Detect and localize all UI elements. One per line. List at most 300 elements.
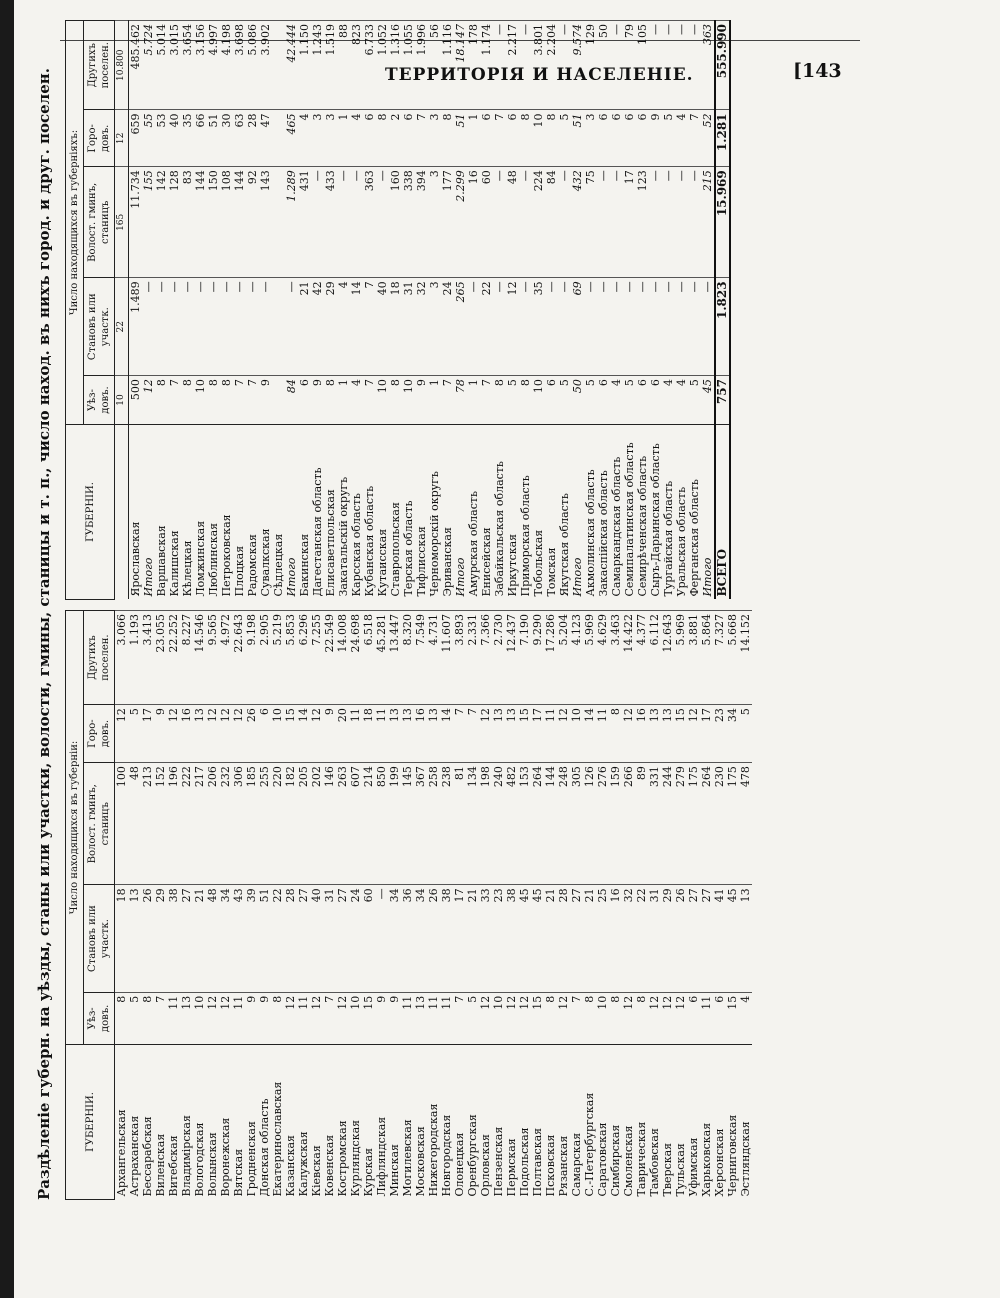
value-cell: 22.643	[232, 611, 245, 705]
value-cell: —	[558, 21, 571, 110]
value-cell: 146	[323, 763, 336, 885]
value-cell: 465	[285, 110, 298, 167]
value-cell: 47	[259, 110, 272, 167]
province-name-cell: Ферганская область	[688, 425, 701, 600]
table-row	[544, 611, 557, 1200]
value-cell: 51	[207, 110, 220, 167]
value-cell: 40	[376, 278, 389, 376]
value-cell: —	[376, 167, 389, 278]
value-cell: —	[688, 278, 701, 376]
value-cell: 6	[545, 376, 558, 425]
province-name-cell: Ставропольская	[389, 425, 402, 600]
value-cell: 12	[505, 992, 518, 1044]
province-name-cell: Тифлисская	[415, 425, 428, 600]
value-cell: 45	[518, 885, 531, 992]
value-cell	[272, 376, 285, 425]
right-table	[65, 20, 731, 600]
value-cell: 12.643	[661, 611, 674, 705]
table-row	[206, 611, 219, 1200]
table-row	[336, 611, 349, 1200]
value-cell: 160	[389, 167, 402, 278]
table-row	[375, 611, 388, 1200]
col-group-header: Число находящихся въ губерніяхъ:	[66, 21, 84, 425]
value-cell: 3.015	[168, 21, 181, 110]
value-cell: 27	[297, 885, 310, 992]
value-cell: 12	[506, 278, 519, 376]
value-cell: 7	[453, 992, 466, 1044]
value-cell: 12	[206, 705, 219, 763]
table-row	[207, 21, 220, 600]
value-cell: —	[610, 21, 623, 110]
province-name-cell: Харьковская	[700, 1045, 713, 1200]
value-cell: 6	[298, 376, 311, 425]
value-cell: 108	[220, 167, 233, 278]
table-row	[350, 21, 363, 600]
value-cell: 152	[154, 763, 167, 885]
value-cell: 38	[505, 885, 518, 992]
value-cell: 16	[414, 705, 427, 763]
table-row	[389, 21, 402, 600]
col-header-drugikh: Другихъ поселен.	[84, 21, 115, 110]
province-name-cell: Черниговская	[726, 1045, 739, 1200]
province-name-cell: Итого	[285, 425, 298, 600]
value-cell: 10.800	[115, 21, 129, 110]
value-cell: 78	[454, 376, 467, 425]
value-cell: 7	[154, 992, 167, 1044]
col-header-uezdov: Уѣз-довъ.	[84, 376, 115, 425]
province-name-cell: Оренбургская	[466, 1045, 479, 1200]
province-name-cell: Якутская область	[558, 425, 571, 600]
table-row	[297, 611, 310, 1200]
value-cell: 8	[441, 110, 454, 167]
value-cell: 433	[324, 167, 337, 278]
col-header-uezdov: Уѣз-довъ.	[84, 992, 115, 1044]
value-cell: 50	[597, 21, 610, 110]
table-row	[557, 611, 570, 1200]
province-name-cell: Гродненская	[245, 1045, 258, 1200]
province-name-cell	[115, 425, 129, 600]
value-cell: 757	[715, 376, 730, 425]
province-name-cell: Вятская	[232, 1045, 245, 1200]
value-cell: 1.289	[285, 167, 298, 278]
province-name-cell: Кутаисская	[376, 425, 389, 600]
value-cell: 1.193	[128, 611, 141, 705]
value-cell: 5	[128, 705, 141, 763]
left-table-body	[115, 611, 753, 1200]
value-cell: 42.444	[285, 21, 298, 110]
value-cell: 175	[726, 763, 739, 885]
province-name-cell: Симбирская	[609, 1045, 622, 1200]
table-row	[713, 611, 726, 1200]
value-cell: 6.296	[297, 611, 310, 705]
value-cell: —	[207, 278, 220, 376]
value-cell: 5.969	[674, 611, 687, 705]
table-row	[246, 21, 259, 600]
value-cell: 3	[584, 110, 597, 167]
value-cell: —	[597, 167, 610, 278]
value-cell: 11	[375, 705, 388, 763]
table-row	[518, 611, 531, 1200]
value-cell: 432	[571, 167, 584, 278]
value-cell: 20	[336, 705, 349, 763]
total-row	[571, 21, 584, 600]
value-cell: 6	[363, 110, 376, 167]
value-cell: 66	[194, 110, 207, 167]
value-cell: 7.366	[479, 611, 492, 705]
col-header-gubernii: ГУБЕРНІИ.	[66, 425, 115, 600]
table-row	[337, 21, 350, 600]
province-name-cell: Дагестанская область	[311, 425, 324, 600]
value-cell: 2.299	[454, 167, 467, 278]
value-cell: 81	[453, 763, 466, 885]
value-cell: 10	[115, 376, 129, 425]
value-cell: 555.990	[715, 21, 730, 110]
value-cell: 13	[388, 705, 401, 763]
value-cell: 224	[532, 167, 545, 278]
table-row	[180, 611, 193, 1200]
value-cell: 10	[194, 376, 207, 425]
value-cell: 4.629	[596, 611, 609, 705]
value-cell: 129	[584, 21, 597, 110]
table-row	[220, 21, 233, 600]
value-cell: 9	[259, 376, 272, 425]
value-cell: 6	[506, 110, 519, 167]
col-header-gorodov: Горо-довъ.	[84, 110, 115, 167]
table-row	[467, 21, 480, 600]
province-name-cell: Смоленская	[622, 1045, 635, 1200]
province-name-cell: Варшавская	[155, 425, 168, 600]
value-cell: —	[662, 167, 675, 278]
value-cell: 10	[193, 992, 206, 1044]
value-cell: 206	[206, 763, 219, 885]
value-cell: 4.198	[220, 21, 233, 110]
value-cell: 7.549	[414, 611, 427, 705]
value-cell: 21	[544, 885, 557, 992]
province-name-cell: Карсская область	[350, 425, 363, 600]
table-row	[532, 21, 545, 600]
table-row	[466, 611, 479, 1200]
value-cell: 144	[194, 167, 207, 278]
col-group-header: Число находящихся въ губерніи:	[66, 611, 84, 1045]
value-cell: 11	[427, 992, 440, 1044]
value-cell: 7	[480, 376, 493, 425]
value-cell: 40	[310, 885, 323, 992]
table-row	[129, 21, 143, 600]
value-cell: 7	[363, 376, 376, 425]
province-name-cell: Амурская область	[467, 425, 480, 600]
value-cell: —	[623, 278, 636, 376]
value-cell: 14	[350, 278, 363, 376]
value-cell: 7	[466, 705, 479, 763]
value-cell: 13	[661, 705, 674, 763]
value-cell: 18	[362, 705, 375, 763]
value-cell: 17	[141, 705, 154, 763]
value-cell: 4.997	[207, 21, 220, 110]
value-cell: 21	[583, 885, 596, 992]
value-cell: 214	[362, 763, 375, 885]
province-name-cell: Уфимская	[687, 1045, 700, 1200]
value-cell: 13	[180, 992, 193, 1044]
value-cell: 9	[154, 705, 167, 763]
value-cell: 134	[466, 763, 479, 885]
value-cell: 198	[479, 763, 492, 885]
value-cell: 338	[402, 167, 415, 278]
table-row	[155, 21, 168, 600]
value-cell: 11	[700, 992, 713, 1044]
province-name-cell: Московская	[414, 1045, 427, 1200]
value-cell	[272, 278, 285, 376]
total-row	[701, 21, 715, 600]
value-cell: 5	[584, 376, 597, 425]
value-cell: 12	[518, 992, 531, 1044]
value-cell: 31	[323, 885, 336, 992]
value-cell: 5.969	[583, 611, 596, 705]
value-cell: 238	[440, 763, 453, 885]
province-name-cell: Тульская	[674, 1045, 687, 1200]
value-cell: 3.066	[115, 611, 129, 705]
value-cell: 8	[207, 376, 220, 425]
table-row	[349, 611, 362, 1200]
value-cell: 12	[648, 992, 661, 1044]
value-cell: 5.014	[155, 21, 168, 110]
value-cell: 13	[505, 705, 518, 763]
value-cell: —	[350, 167, 363, 278]
value-cell: 143	[259, 167, 272, 278]
value-cell: 45.281	[375, 611, 388, 705]
value-cell: 15.969	[715, 167, 730, 278]
value-cell: 12	[310, 992, 323, 1044]
value-cell: 83	[181, 167, 194, 278]
value-cell: —	[675, 278, 688, 376]
value-cell: 25	[596, 885, 609, 992]
value-cell: 5	[623, 376, 636, 425]
province-name-cell: Самаркандская область	[610, 425, 623, 600]
binding-edge	[0, 0, 14, 1298]
value-cell: —	[649, 278, 662, 376]
value-cell: 92	[246, 167, 259, 278]
value-cell: —	[675, 167, 688, 278]
table-row	[688, 21, 701, 600]
value-cell: 12	[167, 705, 180, 763]
table-row	[219, 611, 232, 1200]
value-cell: 8	[544, 992, 557, 1044]
value-cell: 4	[675, 376, 688, 425]
value-cell: 13	[648, 705, 661, 763]
value-cell: —	[519, 278, 532, 376]
value-cell: 14.152	[739, 611, 752, 705]
value-cell: 3	[324, 110, 337, 167]
col-header-drugikh: Другихъ поселен.	[84, 611, 115, 705]
value-cell: 11	[297, 992, 310, 1044]
value-cell: 17	[531, 705, 544, 763]
value-cell: 3.881	[687, 611, 700, 705]
value-cell: 5.853	[284, 611, 297, 705]
value-cell: 3	[428, 167, 441, 278]
province-name-cell: Воронежская	[219, 1045, 232, 1200]
value-cell: —	[311, 167, 324, 278]
province-name-cell: Владимірская	[180, 1045, 193, 1200]
value-cell: 255	[258, 763, 271, 885]
value-cell: 12	[674, 992, 687, 1044]
value-cell: —	[610, 278, 623, 376]
value-cell: 12	[115, 705, 129, 763]
table-row	[597, 21, 610, 600]
value-cell: 60	[362, 885, 375, 992]
value-cell: 5.086	[246, 21, 259, 110]
value-cell: 478	[739, 763, 752, 885]
value-cell: 23	[492, 885, 505, 992]
value-cell: 7	[453, 705, 466, 763]
table-row	[258, 611, 271, 1200]
value-cell: 220	[271, 763, 284, 885]
province-name-cell: Люблинская	[207, 425, 220, 600]
value-cell: 6	[649, 376, 662, 425]
value-cell: 8	[609, 992, 622, 1044]
value-cell: 12	[479, 705, 492, 763]
value-cell: 213	[141, 763, 154, 885]
value-cell: 1.996	[415, 21, 428, 110]
value-cell: 22	[635, 885, 648, 992]
value-cell: 4.972	[219, 611, 232, 705]
value-cell: 3	[428, 278, 441, 376]
table-row	[545, 21, 558, 600]
total-row	[454, 21, 467, 600]
value-cell: 51	[454, 110, 467, 167]
value-cell: 17	[623, 167, 636, 278]
province-name-cell: Таврическая	[635, 1045, 648, 1200]
value-cell: 40	[168, 110, 181, 167]
value-cell: 1.052	[376, 21, 389, 110]
table-row	[363, 21, 376, 600]
value-cell: 485.462	[129, 21, 143, 110]
value-cell: 7.327	[713, 611, 726, 705]
value-cell: —	[519, 167, 532, 278]
table-row	[194, 21, 207, 600]
value-cell: 16	[180, 705, 193, 763]
value-cell: 7	[323, 992, 336, 1044]
value-cell: 128	[168, 167, 181, 278]
value-cell: 34	[414, 885, 427, 992]
col-header-volost: Волост. гминъ, станицъ	[84, 763, 115, 885]
value-cell: 4	[610, 376, 623, 425]
value-cell: 22	[271, 885, 284, 992]
value-cell: —	[701, 278, 715, 376]
value-cell: 105	[636, 21, 649, 110]
value-cell: 2	[389, 110, 402, 167]
value-cell: 17	[453, 885, 466, 992]
value-cell: —	[558, 167, 571, 278]
value-cell: 5	[558, 110, 571, 167]
value-cell: 13	[401, 705, 414, 763]
value-cell: 9	[311, 376, 324, 425]
value-cell: 8.227	[180, 611, 193, 705]
value-cell: 12	[622, 992, 635, 1044]
value-cell: 1	[337, 110, 350, 167]
value-cell: 23.055	[154, 611, 167, 705]
province-name-cell: Пермская	[505, 1045, 518, 1200]
value-cell: —	[493, 278, 506, 376]
value-cell: 38	[440, 885, 453, 992]
value-cell: 7	[233, 376, 246, 425]
table-row	[193, 611, 206, 1200]
value-cell: 2.204	[545, 21, 558, 110]
value-cell: 482	[505, 763, 518, 885]
value-cell: 3	[428, 110, 441, 167]
value-cell: 15	[726, 992, 739, 1044]
value-cell: 11	[596, 705, 609, 763]
value-cell: 8.320	[401, 611, 414, 705]
province-name-cell: Калужская	[297, 1045, 310, 1200]
table-row	[141, 611, 154, 1200]
table-row	[181, 21, 194, 600]
province-name-cell: Саратовская	[596, 1045, 609, 1200]
province-name-cell: Новгородская	[440, 1045, 453, 1200]
table-row	[414, 611, 427, 1200]
value-cell: 196	[167, 763, 180, 885]
province-name-cell: Минская	[388, 1045, 401, 1200]
value-cell: 12	[687, 705, 700, 763]
value-cell: 26	[245, 705, 258, 763]
table-row	[310, 611, 323, 1200]
value-cell: 9.574	[571, 21, 584, 110]
value-cell: 1.519	[324, 21, 337, 110]
value-cell: 263	[336, 763, 349, 885]
value-cell: 222	[180, 763, 193, 885]
table-row	[388, 611, 401, 1200]
value-cell: 24	[349, 885, 362, 992]
value-cell: —	[220, 278, 233, 376]
province-name-cell: Эриванская	[441, 425, 454, 600]
table-row	[453, 611, 466, 1200]
value-cell: 35	[181, 110, 194, 167]
province-name-cell: Плоцкая	[233, 425, 246, 600]
value-cell: —	[142, 278, 155, 376]
value-cell: 15	[362, 992, 375, 1044]
value-cell: 17.286	[544, 611, 557, 705]
province-name-cell: Нижегородская	[427, 1045, 440, 1200]
value-cell: 264	[700, 763, 713, 885]
value-cell: 6.733	[363, 21, 376, 110]
province-name-cell: Ломжинская	[194, 425, 207, 600]
value-cell: 202	[310, 763, 323, 885]
value-cell: 7	[688, 110, 701, 167]
value-cell: —	[285, 278, 298, 376]
value-cell: 3.698	[233, 21, 246, 110]
value-cell: 1.116	[441, 21, 454, 110]
value-cell: 7.190	[518, 611, 531, 705]
value-cell: 13	[414, 992, 427, 1044]
value-cell: 16	[467, 167, 480, 278]
table-row	[324, 21, 337, 600]
province-name-cell: Приморская область	[519, 425, 532, 600]
value-cell: 258	[427, 763, 440, 885]
value-cell: 205	[297, 763, 310, 885]
value-cell: —	[545, 278, 558, 376]
table-row	[609, 611, 622, 1200]
value-cell: 7	[441, 376, 454, 425]
value-cell: 9	[258, 992, 271, 1044]
value-cell: —	[233, 278, 246, 376]
value-cell: 6.112	[648, 611, 661, 705]
total-row	[285, 21, 298, 600]
table-row	[674, 611, 687, 1200]
value-cell: 4	[739, 992, 752, 1044]
province-name-cell: Кѣлецкая	[181, 425, 194, 600]
value-cell: 363	[363, 167, 376, 278]
value-cell: 607	[349, 763, 362, 885]
value-cell	[272, 21, 285, 110]
value-cell: —	[181, 278, 194, 376]
